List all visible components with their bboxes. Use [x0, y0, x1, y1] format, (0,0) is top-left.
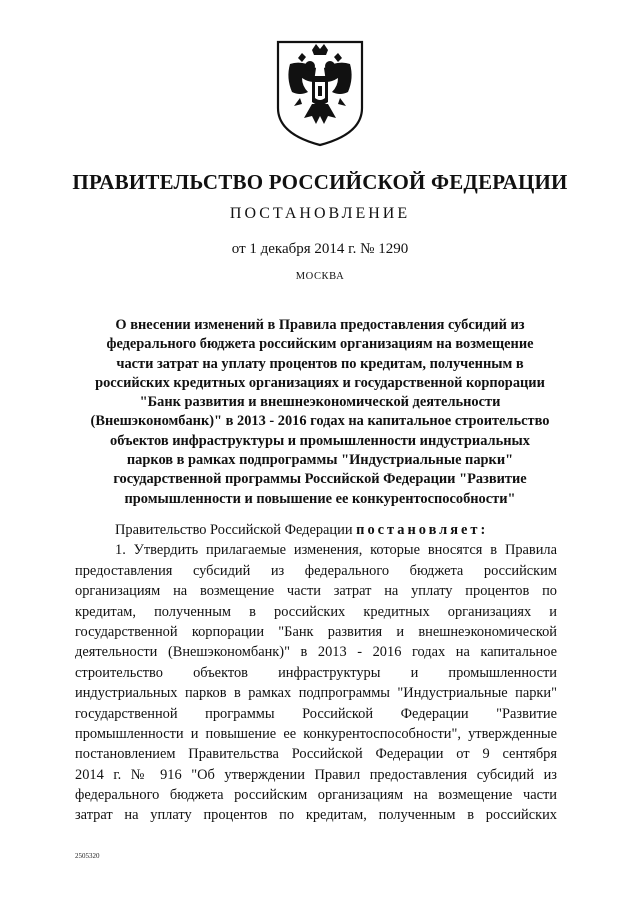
- body-line: 1. Утвердить прилагаемые изменения, которые вносятся в Правила: [115, 542, 557, 559]
- body-line: государственной программы Российской Федерации "Развитие: [75, 705, 557, 722]
- body-line: постановлением Правительства Российской Федерации от 9 сентября: [75, 746, 557, 763]
- body-line: государственной корпорации "Банк развития и внешнеэкономической: [75, 623, 557, 640]
- body-line: промышленности и повышение ее конкурентоспособности", утвержденные: [75, 725, 557, 742]
- subject-line: промышленности и повышение ее конкурентоспособности": [124, 490, 516, 507]
- document-date-number: от 1 декабря 2014 г. № 1290: [231, 241, 409, 257]
- subject-line: О внесении изменений в Правила предоставления субсидий из: [115, 317, 525, 333]
- document-subject: [70, 316, 570, 509]
- subject-line: федерального бюджета российским организациям на возмещение: [106, 336, 534, 353]
- government-title: ПРАВИТЕЛЬСТВО РОССИЙСКОЙ ФЕДЕРАЦИИ: [72, 170, 568, 194]
- body-line: строительство объектов инфраструктуры и промышленности: [75, 664, 557, 681]
- coat-of-arms-icon: [272, 38, 368, 148]
- body-line: предоставления субсидий из федерального бюджета российским: [75, 562, 557, 579]
- subject-line: государственной программы Российской Федерации "Развитие: [113, 471, 527, 488]
- subject-line: части затрат на уплату процентов по кредитам, полученным в: [116, 355, 524, 372]
- preamble-text: Правительство Российской Федерации: [115, 522, 353, 538]
- body-line: федерального бюджета российским организациям на возмещение части: [75, 787, 557, 804]
- preamble-verb: постановляет:: [356, 522, 489, 538]
- body-line: индустриальных парков в рамках подпрограммы "Индустриальные парки": [75, 685, 557, 702]
- preamble-line: [75, 520, 557, 540]
- body-line: затрат на уплату процентов по кредитам, полученным в российских: [75, 807, 557, 824]
- body-line: кредитам, полученным в российских кредитных организациях и: [75, 603, 557, 620]
- body-line: организациям на возмещение части затрат на уплату процентов по: [75, 583, 557, 600]
- document-code: 2505320: [75, 852, 100, 860]
- subject-line: российских кредитных организациях и государственной корпорации: [95, 374, 545, 391]
- document-body: [75, 520, 557, 826]
- subject-line: объектов инфраструктуры и промышленности индустриальных: [110, 432, 530, 449]
- body-line: 2014 г. № 916 "Об утверждении Правил предоставления субсидий из: [75, 766, 557, 783]
- subject-line: "Банк развития и внешнеэкономической деятельности: [139, 394, 501, 411]
- document-type: ПОСТАНОВЛЕНИЕ: [229, 205, 411, 222]
- subject-line: парков в рамках подпрограммы "Индустриальные парки": [126, 452, 514, 469]
- city-label: МОСКВА: [295, 271, 345, 282]
- body-line: деятельности (Внешэкономбанк)" в 2013 - 2016 годах на капитальное: [75, 644, 557, 661]
- subject-line: (Внешэкономбанк)" в 2013 - 2016 годах на капитальное строительство: [90, 413, 550, 430]
